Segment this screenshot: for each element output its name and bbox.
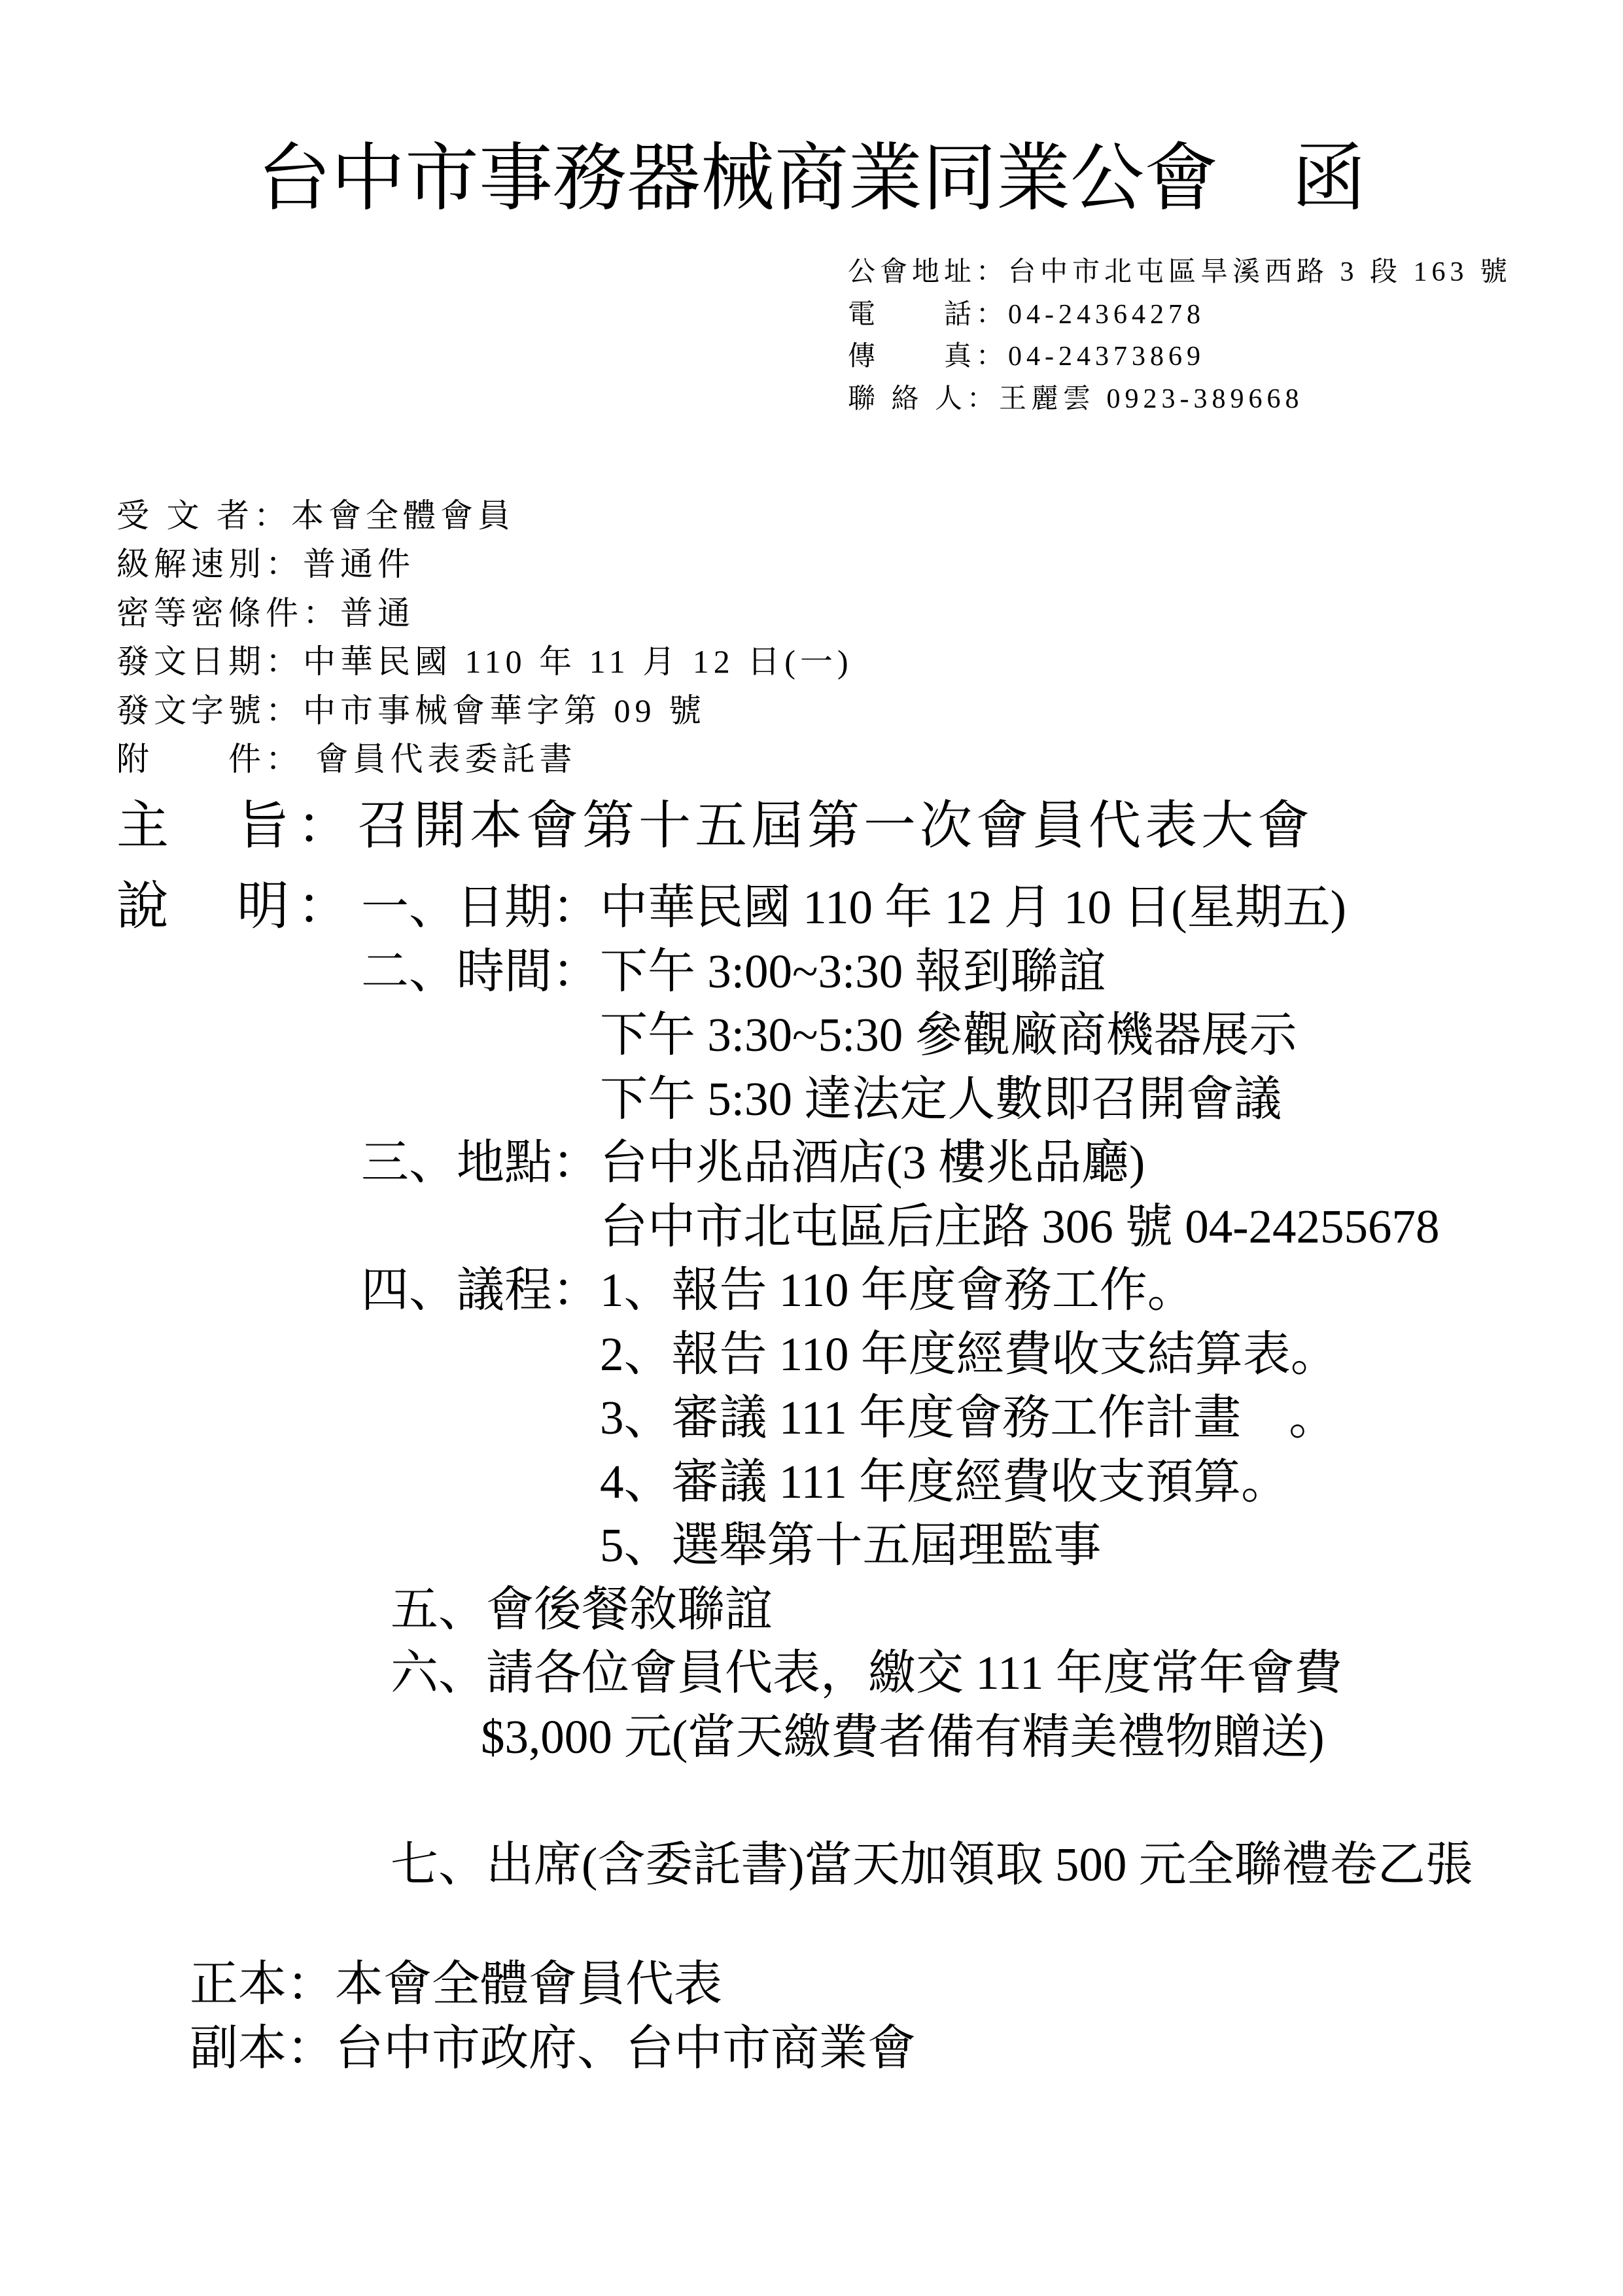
item-line: 台中市北屯區后庄路 306 號 04-24255678	[600, 1199, 1440, 1253]
contact-person-row	[848, 378, 1512, 421]
meta-confidentiality-row	[116, 589, 853, 637]
meta-label: 密等密條件：	[116, 594, 340, 631]
contact-fax-value: 04-24373869	[1008, 342, 1206, 372]
item-line: 中華民國 110 年 12 月 10 日(星期五)	[600, 881, 1346, 934]
item-text: 五、會後餐敘聯誼	[391, 1582, 773, 1636]
meta-value: 中華民國 110 年 11 月 12 日(一)	[303, 643, 853, 680]
association-contact-block	[848, 251, 1512, 420]
explanation-item-membership-fee	[361, 1641, 1604, 1769]
meta-value: 會員代表委託書	[303, 741, 577, 778]
contact-phone-value: 04-24364278	[1008, 299, 1206, 330]
document-meta-block	[116, 491, 853, 783]
copies-label: 副本：	[190, 2022, 335, 2075]
meta-value: 中市事械會華字第 09 號	[303, 692, 706, 729]
explanation-label: 說 明：	[116, 878, 357, 936]
contact-address-row	[848, 251, 1512, 294]
subject-line	[116, 794, 1314, 874]
meta-label: 發文字號：	[116, 692, 303, 729]
item-label: 二、時間：	[361, 944, 600, 998]
item-line: 下午 3:00~3:30 報到聯誼	[600, 944, 1106, 998]
copies-value: 台中市政府、台中市商業會	[335, 2022, 916, 2075]
explanation-item-venue	[361, 1131, 1604, 1258]
distribution-block	[190, 1952, 916, 2081]
meta-label: 級解速別：	[116, 546, 303, 583]
item-text: 七、出席(含委託書)當天加領取 500 元全聯禮卷乙張	[391, 1837, 1473, 1891]
meta-label: 發文日期：	[116, 643, 303, 680]
item-lines	[600, 940, 1297, 1131]
meta-attachment-row	[116, 735, 853, 783]
agenda-line: 2、報告 110 年度經費收支結算表。	[600, 1327, 1338, 1381]
item-text: 六、請各位會員代表，繳交 111 年度常年會費	[391, 1646, 1342, 1699]
explanation-items	[361, 875, 1604, 1896]
meta-issue-date-row	[116, 637, 853, 686]
meta-label: 受 文 者：	[116, 497, 291, 534]
contact-address-label: 公會地址：	[848, 257, 1009, 287]
explanation-item-attendance-gift	[361, 1833, 1604, 1897]
letter-title: 台中市事務器械商業同業公會 函	[257, 135, 1366, 221]
meta-value: 本會全體會員	[291, 497, 515, 534]
agenda-line: 4、審議 111 年度經費收支預算。	[600, 1455, 1289, 1508]
item-continuation: $3,000 元(當天繳費者備有精美禮物贈送)	[481, 1710, 1325, 1763]
explanation-item-date	[361, 875, 1604, 940]
agenda-line: 3、審議 111 年度會務工作計畫 。	[600, 1391, 1337, 1444]
meta-label: 附 件：	[116, 741, 303, 778]
item-label: 四、議程：	[361, 1263, 600, 1316]
meta-reference-number-row	[116, 686, 853, 735]
subject-text: 召開本會第十五屆第一次會員代表大會	[357, 798, 1314, 855]
explanation-item-dinner	[361, 1578, 1604, 1642]
contact-person-value: 王麗雲 0923-389668	[999, 383, 1304, 414]
meta-recipient-row	[116, 491, 853, 540]
contact-phone-label: 電 話：	[848, 299, 1009, 330]
agenda-line: 1、報告 110 年度會務工作。	[600, 1263, 1195, 1316]
explanation-item-agenda	[361, 1258, 1604, 1578]
explanation-item-time	[361, 940, 1604, 1131]
item-line: 台中兆品酒店(3 樓兆品廳)	[600, 1136, 1145, 1189]
contact-fax-row	[848, 336, 1512, 378]
item-line: 下午 3:30~5:30 參觀廠商機器展示	[600, 1008, 1297, 1061]
meta-value: 普通件	[303, 546, 415, 583]
copies-label: 正本：	[190, 1958, 335, 2011]
agenda-line: 5、選舉第十五屆理監事	[600, 1519, 1102, 1572]
meta-urgency-row	[116, 540, 853, 588]
item-line: 下午 5:30 達法定人數即召開會議	[600, 1072, 1282, 1125]
original-recipient-row	[190, 1952, 916, 2017]
item-lines	[600, 1131, 1440, 1258]
copies-value: 本會全體會員代表	[335, 1958, 722, 2011]
copy-recipient-row	[190, 2017, 916, 2081]
item-lines	[600, 875, 1346, 940]
contact-fax-label: 傳 真：	[848, 342, 1009, 372]
subject-label: 主 旨：	[116, 798, 357, 855]
item-label: 一、日期：	[361, 881, 600, 934]
contact-phone-row	[848, 294, 1512, 336]
meta-value: 普通	[340, 594, 415, 631]
item-lines	[600, 1258, 1338, 1578]
contact-address-value: 台中市北屯區旱溪西路 3 段 163 號	[1008, 257, 1512, 287]
contact-person-label: 聯 絡 人：	[848, 383, 1000, 414]
item-label: 三、地點：	[361, 1136, 600, 1189]
